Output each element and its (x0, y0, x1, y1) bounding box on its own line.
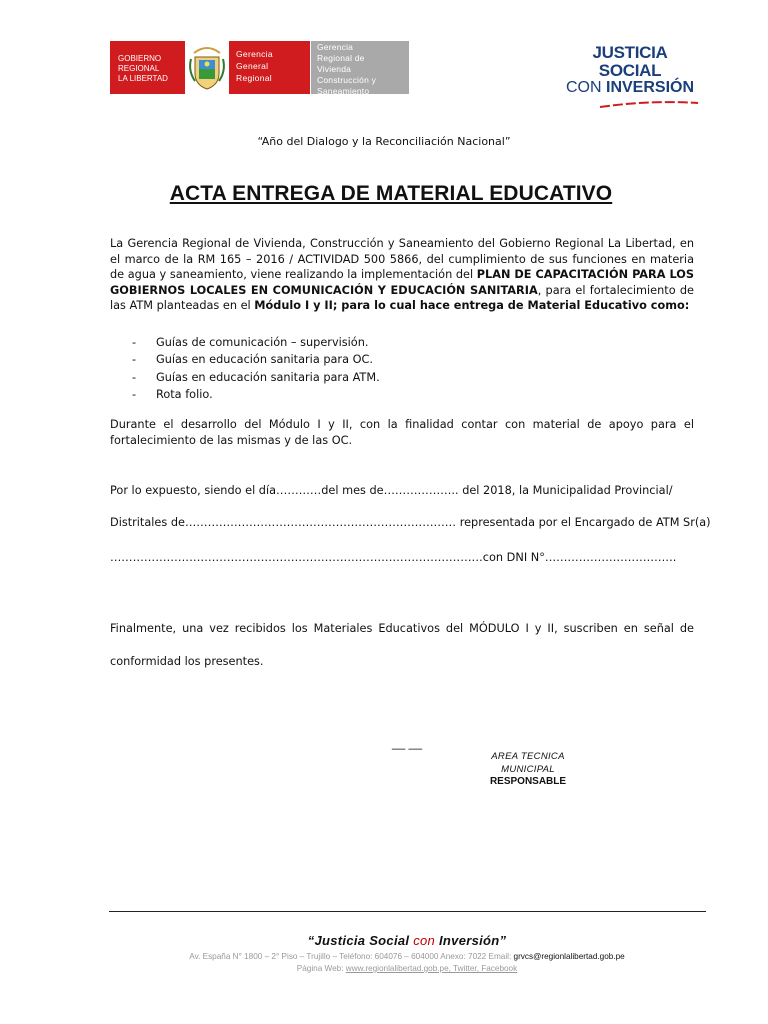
institution-logo-banner (110, 41, 409, 94)
municipal-label: MUNICIPAL (501, 763, 555, 775)
footer-divider (109, 911, 706, 912)
gerencia-line: Gerencia (236, 49, 273, 59)
fill-line-dni: ………………………………………………………………………………………con DNI N°…………………………….. (110, 551, 677, 564)
footer-motto-a: “Justicia Social (307, 933, 414, 948)
material-list (110, 334, 694, 403)
footer-motto-con: con (413, 933, 436, 948)
gobierno-line: REGIONAL (118, 64, 160, 73)
gerencia-general-label (229, 41, 311, 94)
gobierno-line: GOBIERNO (118, 54, 162, 63)
brand-con: CON (565, 79, 602, 96)
footer-motto (0, 933, 768, 948)
web-label: Página Web: (296, 964, 346, 973)
web-links[interactable]: www.regionlalibertad.gob.pe, Twitter, Facebook (345, 964, 518, 973)
gobierno-line: LA LIBERTAD (118, 74, 168, 83)
list-item: - Guías en educación sanitaria para ATM. (110, 369, 694, 386)
gerencia-vivienda-label (311, 41, 409, 94)
closing-paragraph: Finalmente, una vez recibidos los Materiales Educativos del MÓDULO I y II, suscriben en señal de conformidad los presentes. (110, 622, 694, 668)
area-tecnica-label: AREA TECNICA (491, 751, 565, 762)
sub-line: Gerencia (317, 42, 354, 52)
sub-line: Construcción y (317, 75, 377, 85)
purpose-paragraph: Durante el desarrollo del Módulo I y II, con la finalidad contar con material de apoyo para el fortalecimiento de las mismas y de las OC. (110, 418, 694, 447)
signature-line: __ __ (392, 736, 423, 750)
modulo-name: Módulo I y II (254, 299, 333, 313)
gobierno-regional-label (110, 41, 185, 94)
gerencia-line: Regional (236, 73, 272, 83)
footer-web (0, 964, 768, 973)
email-link[interactable]: grvcs@regionlalibertad.gob.pe (513, 952, 625, 961)
gerencia-line: General (236, 61, 269, 71)
intro-paragraph (110, 236, 694, 314)
intro-text: , para el fortalecimiento de las ATM planteadas en el (110, 283, 694, 313)
brand-inversion: INVERSIÓN (606, 79, 695, 96)
brand-line-1: JUSTICIA SOCIAL (592, 43, 668, 80)
intro-text: La Gerencia Regional de Vivienda, Construcción y Saneamiento del Gobierno Regional La Libertad, en el marco de la RM 165 – 2016 / ACTIVIDAD 500 5866, del cumplimiento de sus funciones en materia de agua y saneamiento, viene realizando la implementación del (110, 237, 694, 282)
justicia-social-logo (560, 44, 700, 114)
footer-motto-b: Inversión” (435, 933, 507, 948)
list-item: - Rota folio. (110, 386, 694, 403)
intro-text: ; para lo cual hace entrega de Material Educativo como: (332, 299, 690, 313)
sub-line: Saneamiento (317, 86, 370, 94)
brand-swoosh-icon (560, 99, 700, 109)
coat-of-arms-icon (185, 41, 229, 94)
sub-line: Regional de (317, 53, 365, 63)
fill-line-distrito: Distritales de……………………………………………………………… representada por el Encargado de ATM Sr(a) (110, 516, 711, 529)
sub-line: Vivienda (317, 64, 352, 74)
signature-block (484, 751, 572, 789)
responsable-label: RESPONSABLE (489, 776, 567, 787)
fill-line-date: Por lo expuesto, siendo el día…………del mes de……………….. del 2018, la Municipalidad Provincial/ (110, 484, 673, 497)
address-text: Av. España N° 1800 – 2° Piso – Trujillo – Teléfono: 604076 – 604000 Anexo: 7022 Email: (189, 952, 514, 961)
list-item: - Guías de comunicación – supervisión. (110, 334, 694, 351)
page-title: ACTA ENTREGA DE MATERIAL EDUCATIVO (169, 182, 613, 205)
footer-address (0, 952, 768, 961)
brand-line-2 (560, 80, 700, 96)
list-item: - Guías en educación sanitaria para OC. (110, 351, 694, 368)
year-motto: “Año del Dialogo y la Reconciliación Nacional” (257, 135, 511, 148)
plan-name: PLAN DE CAPACITACIÓN PARA LOS GOBIERNOS LOCALES EN COMUNICACIÓN Y EDUCACIÓN SANITARIA (110, 268, 694, 297)
